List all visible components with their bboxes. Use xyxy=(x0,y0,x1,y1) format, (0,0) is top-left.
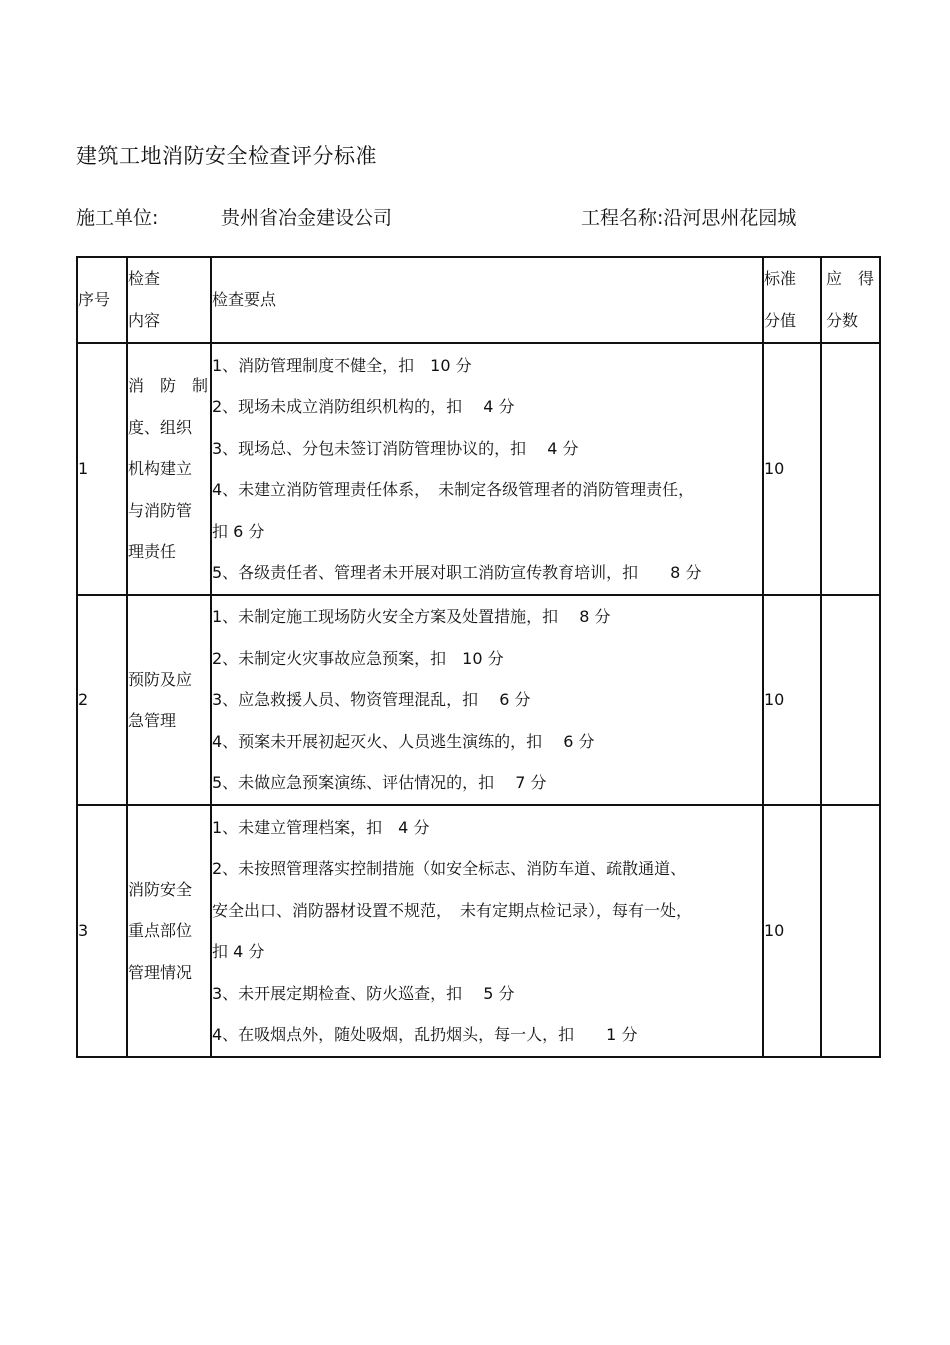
row-standard: 10 xyxy=(763,343,821,595)
scoring-table xyxy=(76,256,881,1058)
category-line: 管理情况 xyxy=(128,962,193,982)
header-content-line: 内容 xyxy=(128,311,161,330)
row-points xyxy=(211,343,763,595)
row-points xyxy=(211,595,763,805)
header-standard-line: 标准 xyxy=(764,269,797,288)
project-value: 沿河思州花园城 xyxy=(663,207,797,229)
table-header-row xyxy=(77,257,880,343)
category-line: 理责任 xyxy=(128,542,177,562)
check-point: 扣 4 分 xyxy=(212,942,265,961)
check-point: 4、预案未开展初起灭火、人员逃生演练的，扣 6 分 xyxy=(212,731,595,751)
category-line: 消防安全 xyxy=(128,879,193,899)
header-content-line: 检查 xyxy=(128,269,161,288)
header-standard-line: 分值 xyxy=(764,311,797,330)
category-line: 消 防 制 xyxy=(128,376,209,396)
check-point: 3、现场总、分包未签订消防管理协议的，扣 4 分 xyxy=(212,438,579,458)
row-score xyxy=(821,343,880,595)
category-line: 急管理 xyxy=(128,711,177,730)
row-score xyxy=(821,805,880,1057)
header-no: 序号 xyxy=(77,257,127,343)
header-content xyxy=(127,257,211,343)
row-category xyxy=(127,805,211,1057)
table-row xyxy=(77,343,880,595)
row-no: 2 xyxy=(77,595,127,805)
check-point: 5、各级责任者、管理者未开展对职工消防宣传教育培训，扣 8 分 xyxy=(212,563,702,582)
header-score-line: 分数 xyxy=(826,311,859,330)
check-point: 2、现场未成立消防组织机构的，扣 4 分 xyxy=(212,397,515,416)
header-standard xyxy=(763,257,821,343)
table-row xyxy=(77,595,880,805)
category-line: 重点部位 xyxy=(128,921,193,941)
unit-label: 施工单位: xyxy=(76,207,159,229)
check-point: 1、未制定施工现场防火安全方案及处置措施，扣 8 分 xyxy=(212,607,611,627)
check-point: 5、未做应急预案演练、评估情况的，扣 7 分 xyxy=(212,773,547,793)
check-point: 扣 6 分 xyxy=(212,521,265,541)
row-standard: 10 xyxy=(763,595,821,805)
project-name xyxy=(581,203,796,230)
row-category xyxy=(127,343,211,595)
category-line: 与消防管 xyxy=(128,500,193,520)
check-point: 4、未建立消防管理责任体系， 未制定各级管理者的消防管理责任， xyxy=(212,480,695,499)
check-point: 1、消防管理制度不健全，扣 10 分 xyxy=(212,355,472,375)
category-line: 度、组织 xyxy=(128,417,193,437)
category-line: 机构建立 xyxy=(128,459,193,479)
category-line: 预防及应 xyxy=(128,669,193,689)
row-standard: 10 xyxy=(763,805,821,1057)
check-point: 4、在吸烟点外，随处吸烟，乱扔烟头，每一人，扣 1 分 xyxy=(212,1025,638,1044)
page-title: 建筑工地消防安全检查评分标准 xyxy=(76,144,377,168)
check-point: 2、未按照管理落实控制措施（如安全标志、消防车道、疏散通道、 xyxy=(212,859,687,878)
row-no: 1 xyxy=(77,343,127,595)
row-no: 3 xyxy=(77,805,127,1057)
row-category xyxy=(127,595,211,805)
header-score xyxy=(821,257,880,343)
check-point: 2、未制定火灾事故应急预案，扣 10 分 xyxy=(212,648,504,668)
unit-value: 贵州省冶金建设公司 xyxy=(221,207,393,229)
table-row xyxy=(77,805,880,1057)
project-label: 工程名称: xyxy=(581,207,664,229)
row-points xyxy=(211,805,763,1057)
header-score-line: 应 得 xyxy=(826,269,875,288)
row-score xyxy=(821,595,880,805)
check-point: 安全出口、消防器材设置不规范， 未有定期点检记录），每有一处， xyxy=(212,900,693,920)
check-point: 3、应急救援人员、物资管理混乱，扣 6 分 xyxy=(212,690,531,710)
check-point: 1、未建立管理档案，扣 4 分 xyxy=(212,817,430,837)
header-points: 检查要点 xyxy=(211,257,763,343)
check-point: 3、未开展定期检查、防火巡查，扣 5 分 xyxy=(212,983,515,1003)
